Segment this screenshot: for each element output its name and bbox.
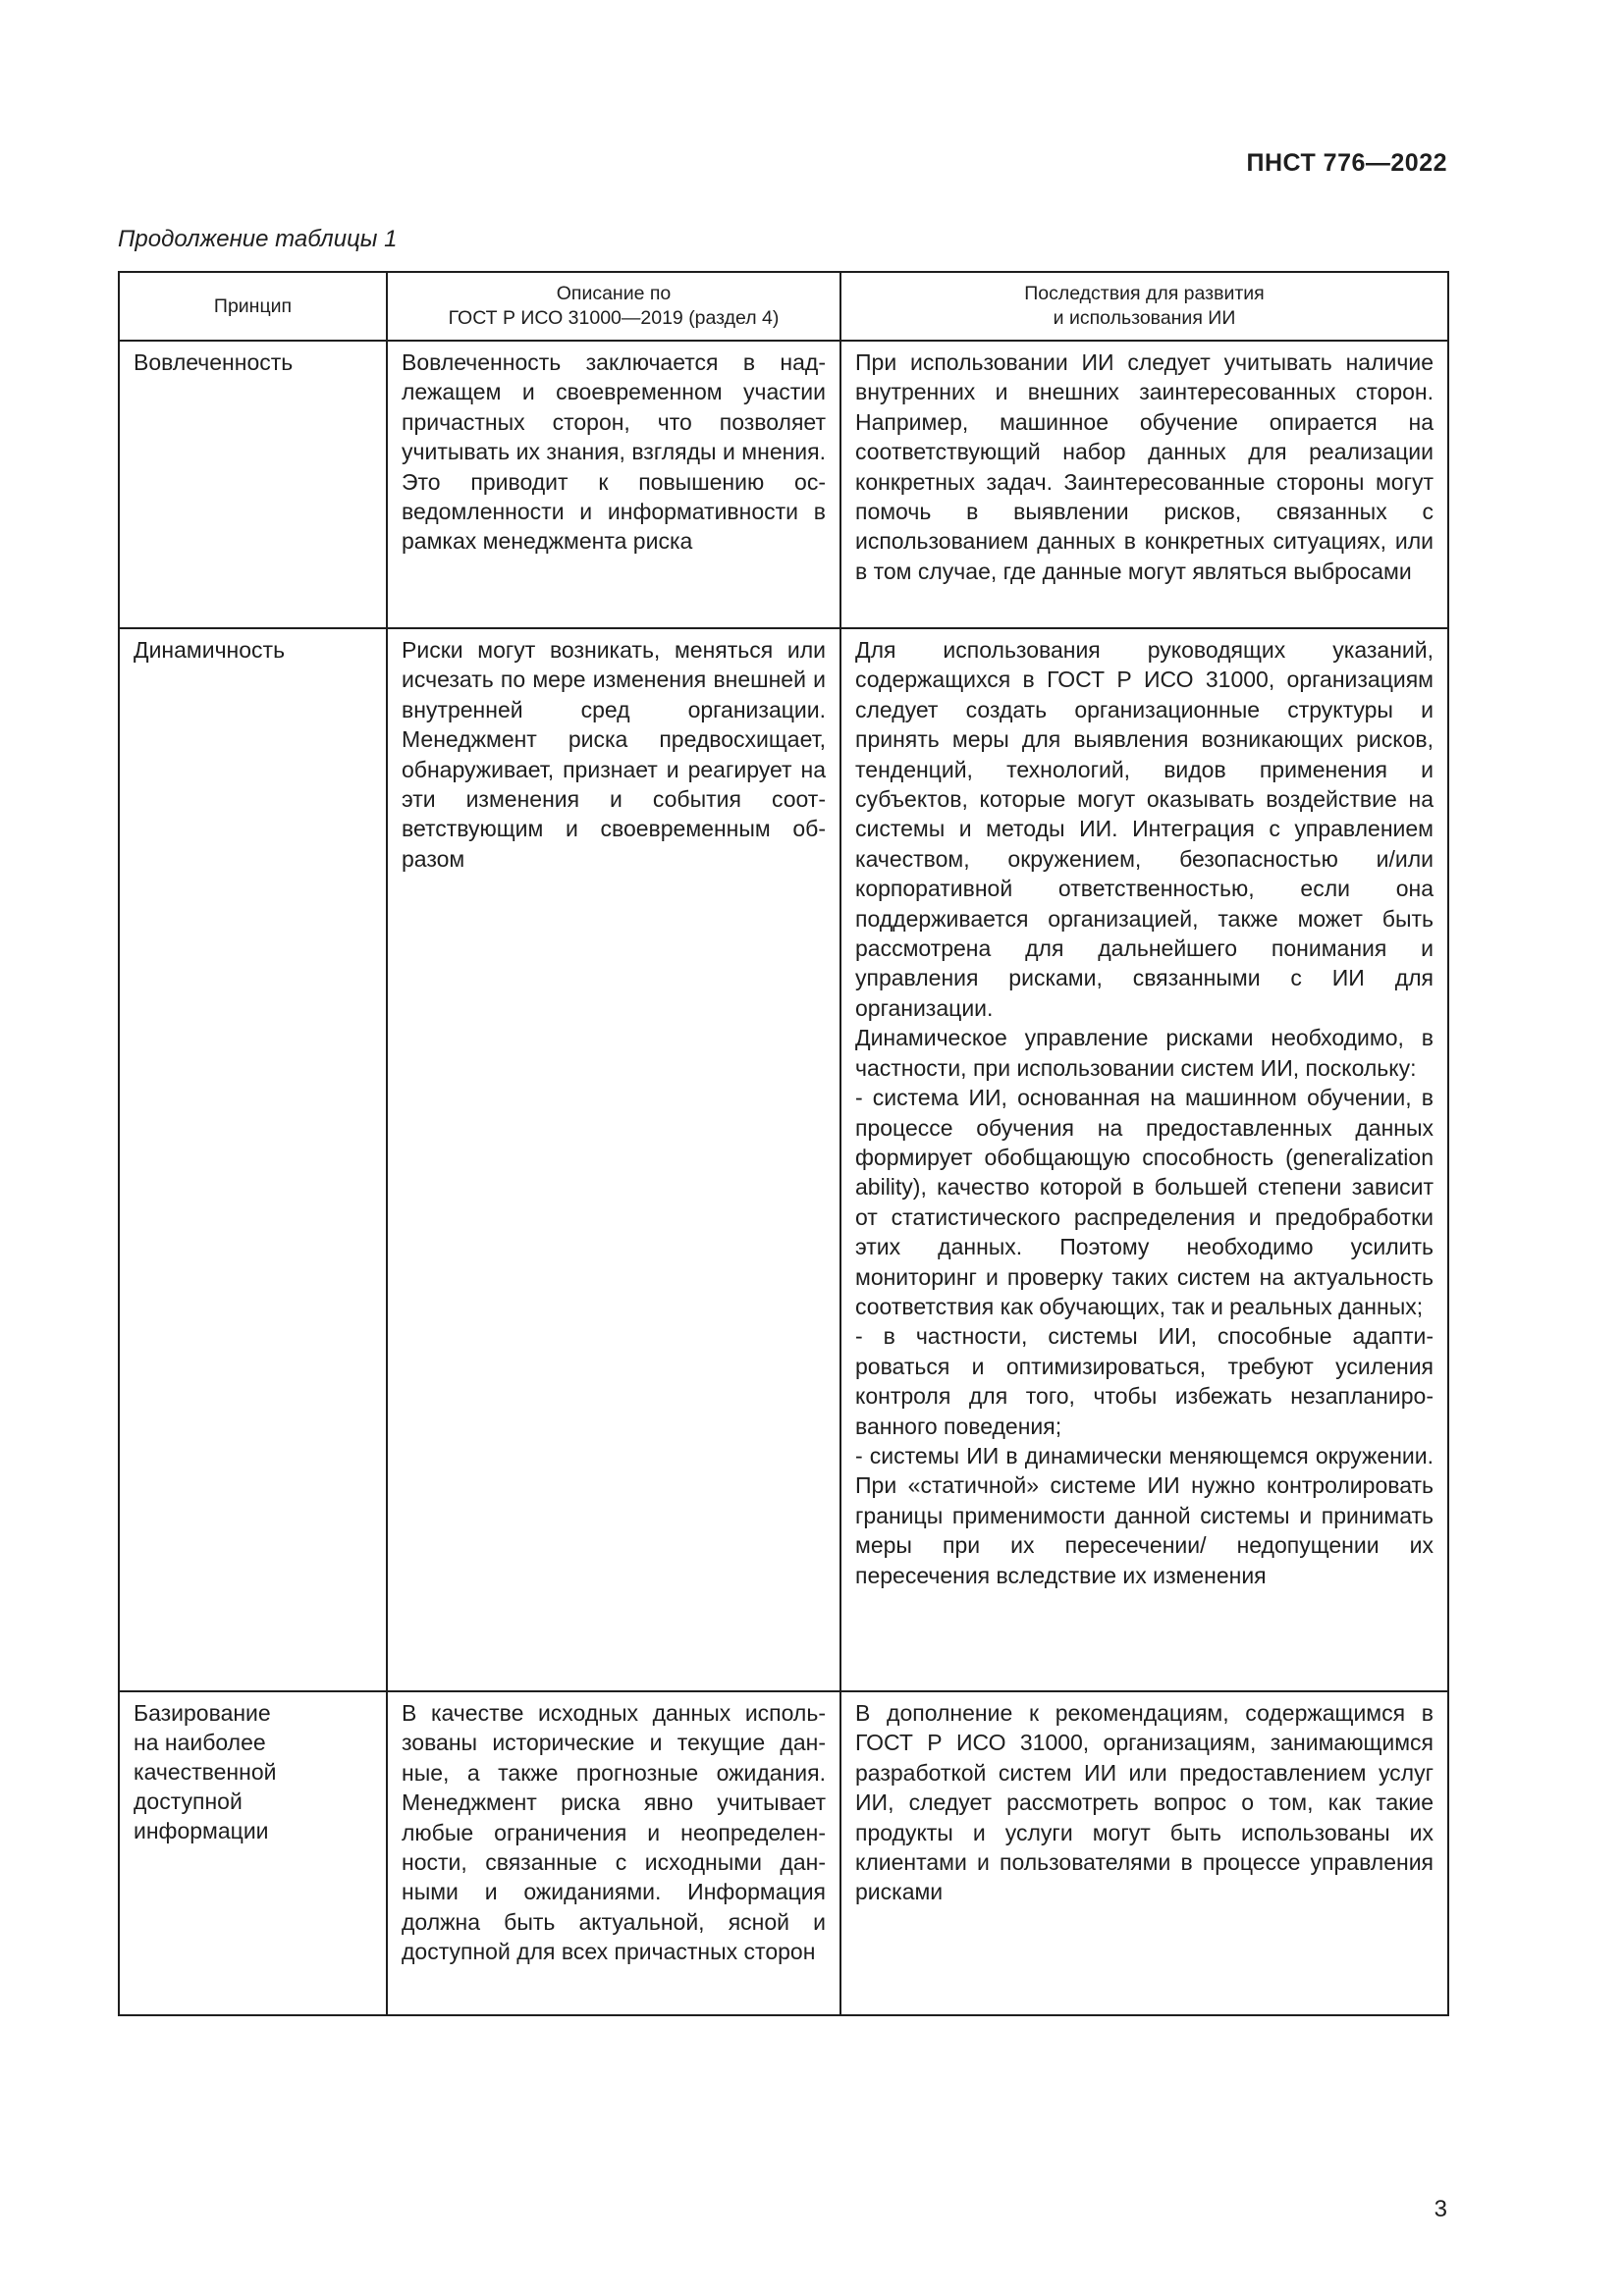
header-principle: Принцип (119, 272, 387, 341)
table-row (119, 341, 1448, 628)
consequence-list-item: - система ИИ, основанная на машинном обучении, в процессе обучения на предоставленных данных формирует обобщающую способность (generalization ability), качество которой в большей степени зависит от статистического распределения и предобработки этих данных. Поэтому необходимо усилить мониторинг и проверку таких систем на актуальность соответствия как обучающих, так и реальных данных; (855, 1085, 1434, 1319)
table-row (119, 1691, 1448, 2015)
consequence-paragraph: Динамическое управление рисками необходимо, в частности, при использовании систем ИИ, поскольку: (855, 1025, 1434, 1081)
consequences-cell (840, 341, 1448, 628)
principle-cell: Динамичность (119, 628, 387, 1691)
document-code: ПНСТ 776—2022 (1246, 149, 1447, 177)
principles-table (118, 271, 1449, 2016)
page-number: 3 (1434, 2196, 1447, 2222)
table-caption: Продолжение таблицы 1 (118, 226, 398, 252)
consequence-paragraph: Для использования руководящих указаний, содержащихся в ГОСТ Р ИСО 31000, организациям следует создать организационные структуры и принять меры для выявления возникающих рисков, тенденций, технологий, видов применения и субъектов, которые могут оказывать воздействие на системы и методы ИИ. Интеграция с управлением качеством, окружением, безопасностью и/или корпоративной ответственностью, если она поддерживается организацией, также может быть рассмотрена для дальнейшего понимания и управления рисками, связанными с ИИ для организации. (855, 637, 1434, 1021)
table-row (119, 628, 1448, 1691)
description-cell: Вовлеченность заключается в надлежащем и своевременном участии причастных сторон, что позволяет учитывать их знания, взгляды и мнения. Это приводит к повышению осведомленности и информативности в рамках менеджмента риска (387, 341, 840, 628)
description-cell: В качестве исходных данных использованы исторические и текущие данные, а также прогнозные ожидания. Менеджмент риска явно учитывает любые ограничения и неопределенности, связанные с исходными данными и ожиданиями. Информация должна быть актуальной, ясной и доступной для всех причастных сторон (387, 1691, 840, 2015)
table-header-row (119, 272, 1448, 341)
description-cell: Риски могут возникать, меняться или исчезать по мере изменения внешней и внутренней сред организации. Менеджмент риска предвосхищает, обнаруживает, признает и реагирует на эти изменения и события соответствующим и своевременным образом (387, 628, 840, 1691)
header-description: Описание по ГОСТ Р ИСО 31000—2019 (раздел 4) (387, 272, 840, 341)
header-consequences: Последствия для развития и использования ИИ (840, 272, 1448, 341)
consequences-cell (840, 628, 1448, 1691)
consequences-cell (840, 1691, 1448, 2015)
consequence-list-item: - в частности, системы ИИ, способные адаптироваться и оптимизироваться, требуют усиления контроля для того, чтобы избежать незапланированного поведения; (855, 1323, 1434, 1439)
consequence-list-item: - системы ИИ в динамически меняющемся окружении. При «статичной» системе ИИ нужно контролировать границы применимости данной системы и принимать меры при их пересечении/ недопущении их пересечения вследствие их изменения (855, 1442, 1434, 1588)
consequence-paragraph: При использовании ИИ следует учитывать наличие внутренних и внешних заинтересованных сторон. Например, машинное обучение опирается на соответствующий набор данных для реализации конкретных задач. Заинтересованные стороны могут помочь в выявлении рисков, связанных с использованием данных в конкретных ситуациях, или в том случае, где данные могут являться выбросами (855, 349, 1434, 584)
principle-cell: Базирование на наиболее качественной доступной информации (119, 1691, 387, 2015)
principle-cell: Вовлеченность (119, 341, 387, 628)
consequence-paragraph: В дополнение к рекомендациям, содержащимся в ГОСТ Р ИСО 31000, организациям, занимающимся разработкой систем ИИ или предоставлением услуг ИИ, следует рассмотреть вопрос о том, как такие продукты и услуги могут быть использованы их клиентами и пользователями в процессе управления рисками (855, 1700, 1434, 1905)
